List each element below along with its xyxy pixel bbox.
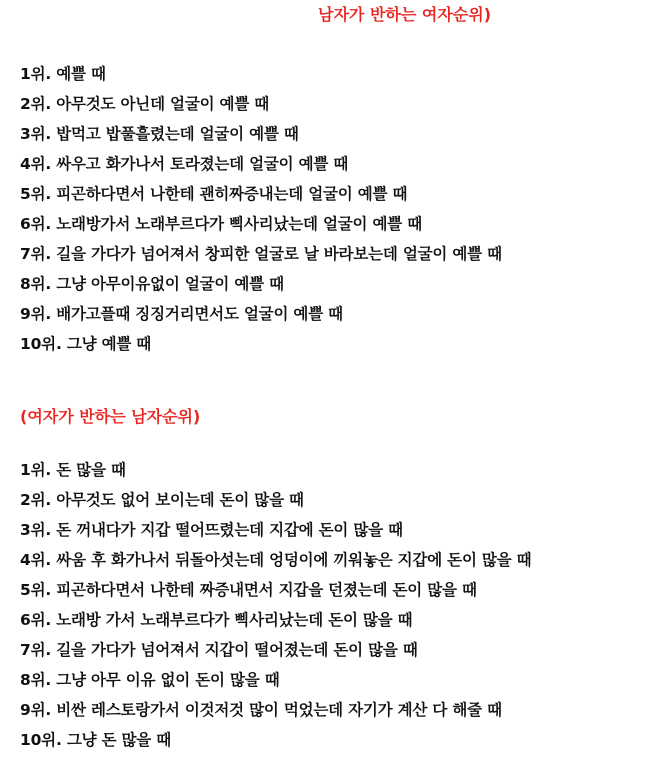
list-item: 1위. 돈 많을 때 xyxy=(20,461,126,479)
list-item: 9위. 배가고플때 징징거리면서도 얼굴이 예쁠 때 xyxy=(20,305,343,323)
list-item: 7위. 길을 가다가 넘어져서 지갑이 떨어졌는데 돈이 많을 때 xyxy=(20,641,418,659)
section-2-list xyxy=(20,455,531,755)
list-item: 3위. 돈 꺼내다가 지갑 떨어뜨렸는데 지갑에 돈이 많을 때 xyxy=(20,521,403,539)
list-item: 2위. 아무것도 아닌데 얼굴이 예쁠 때 xyxy=(20,95,270,113)
list-item: 5위. 피곤하다면서 나한테 괜히짜증내는데 얼굴이 예쁠 때 xyxy=(20,185,408,203)
list-item: 5위. 피곤하다면서 나한테 짜증내면서 지갑을 던졌는데 돈이 많을 때 xyxy=(20,581,477,599)
list-item: 1위. 예쁠 때 xyxy=(20,65,106,83)
list-item: 2위. 아무것도 없어 보이는데 돈이 많을 때 xyxy=(20,491,304,509)
section-1-title: 남자가 반하는 여자순위) xyxy=(318,5,492,24)
list-item: 4위. 싸우고 화가나서 토라졌는데 얼굴이 예쁠 때 xyxy=(20,155,349,173)
list-item: 4위. 싸움 후 화가나서 뒤돌아섯는데 엉덩이에 끼워놓은 지갑에 돈이 많을 때 xyxy=(20,551,532,569)
list-item: 7위. 길을 가다가 넘어져서 창피한 얼굴로 날 바라보는데 얼굴이 예쁠 때 xyxy=(20,245,502,263)
list-item: 8위. 그냥 아무 이유 없이 돈이 많을 때 xyxy=(20,671,280,689)
list-item: 10위. 그냥 예쁠 때 xyxy=(20,335,152,353)
section-1-list xyxy=(20,59,502,359)
list-item: 6위. 노래방가서 노래부르다가 삑사리났는데 얼굴이 예쁠 때 xyxy=(20,215,423,233)
list-item: 8위. 그냥 아무이유없이 얼굴이 예쁠 때 xyxy=(20,275,284,293)
list-item: 9위. 비싼 레스토랑가서 이것저것 많이 먹었는데 자기가 계산 다 해줄 때 xyxy=(20,701,502,719)
section-2-title: (여자가 반하는 남자순위) xyxy=(20,407,201,426)
list-item: 6위. 노래방 가서 노래부르다가 삑사리났는데 돈이 많을 때 xyxy=(20,611,413,629)
list-item: 10위. 그냥 돈 많을 때 xyxy=(20,731,172,749)
list-item: 3위. 밥먹고 밥풀흘렸는데 얼굴이 예쁠 때 xyxy=(20,125,299,143)
